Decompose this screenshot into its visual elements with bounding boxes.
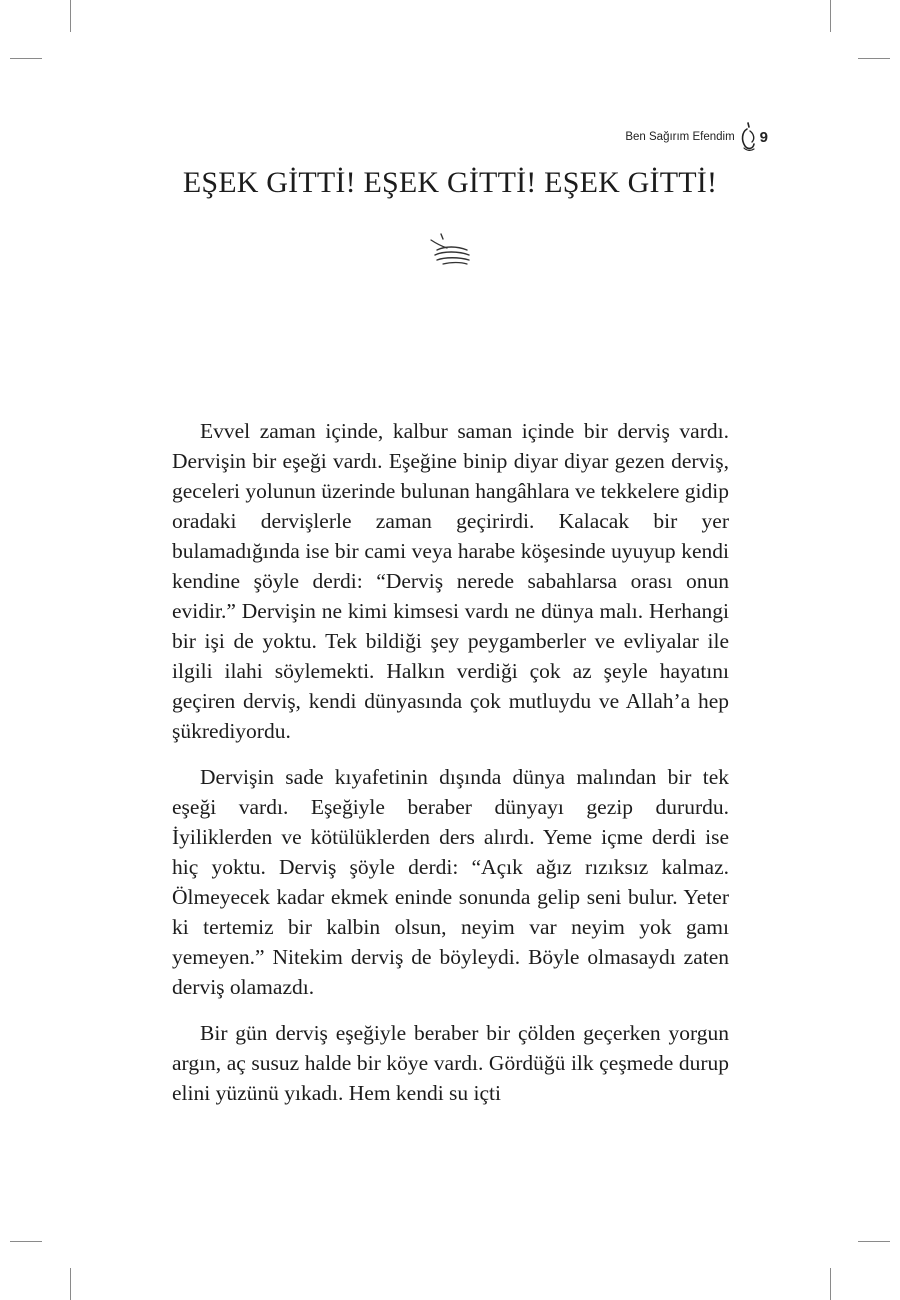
crop-mark [858, 58, 890, 59]
paragraph: Dervişin sade kıyafetinin dışında dünya malından bir tek eşeği vardı. Eşeğiyle beraber dünyayı gezip dururdu. İyiliklerden ve kötülüklerden ders alırdı. Yeme içme derdi ise hiç yoktu. Derviş şöyle derdi: “Açık ağız rızıksız kalmaz. Ölmeyecek kadar ekmek eninde sonunda gelip seni bulur. Yeter ki tertemiz bir kalbin olsun, neyim var neyim yok gamı yemeyen.” Nitekim derviş de böyleydi. Böyle olmasaydı zaten derviş olamazdı. [172, 765, 729, 999]
chapter-title: EŞEK GİTTİ! EŞEK GİTTİ! EŞEK GİTTİ! [182, 166, 718, 199]
crop-mark [70, 1268, 71, 1300]
body-text [172, 416, 729, 1124]
paragraph: Bir gün derviş eşeğiyle beraber bir çölden geçerken yorgun argın, aç susuz halde bir köye vardı. Gördüğü ilk çeşmede durup elini yüzünü yıkadı. Hem kendi su içti [172, 1021, 729, 1105]
crop-mark [830, 1268, 831, 1300]
crop-mark [10, 58, 42, 59]
running-head [625, 120, 768, 154]
book-title: Ben Sağırım Efendim [625, 131, 735, 143]
page-number: 9 [759, 128, 768, 146]
crop-mark [10, 1241, 42, 1242]
crop-mark [830, 0, 831, 32]
crop-mark [858, 1241, 890, 1242]
dervish-swirl-icon [427, 230, 475, 268]
paragraph: Evvel zaman içinde, kalbur saman içinde bir derviş vardı. Dervişin bir eşeği vardı. Eşeğine binip diyar diyar gezen derviş, geceleri yolunun üzerinde bulunan hangâhlara ve tekkelere gidip oradaki dervişlerle zaman geçirirdi. Kalacak bir yer bulamadığında ise bir cami veya harabe köşesinde uyuyup kendi kendine şöyle derdi: “Derviş nerede sabahlarsa orası onun evidir.” Dervişin ne kimi kimsesi vardı ne dünya malı. Herhangi bir işi de yoktu. Tek bildiği şey peygamberler ve evliyalar ile ilgili ilahi söylemekti. Halkın verdiği çok az şeyle hayatını geçiren derviş, kendi dünyasında çok mutluydu ve Allah’a hep şükrediyordu. [172, 419, 729, 743]
whirling-dervish-icon [738, 120, 758, 154]
crop-mark [70, 0, 71, 32]
